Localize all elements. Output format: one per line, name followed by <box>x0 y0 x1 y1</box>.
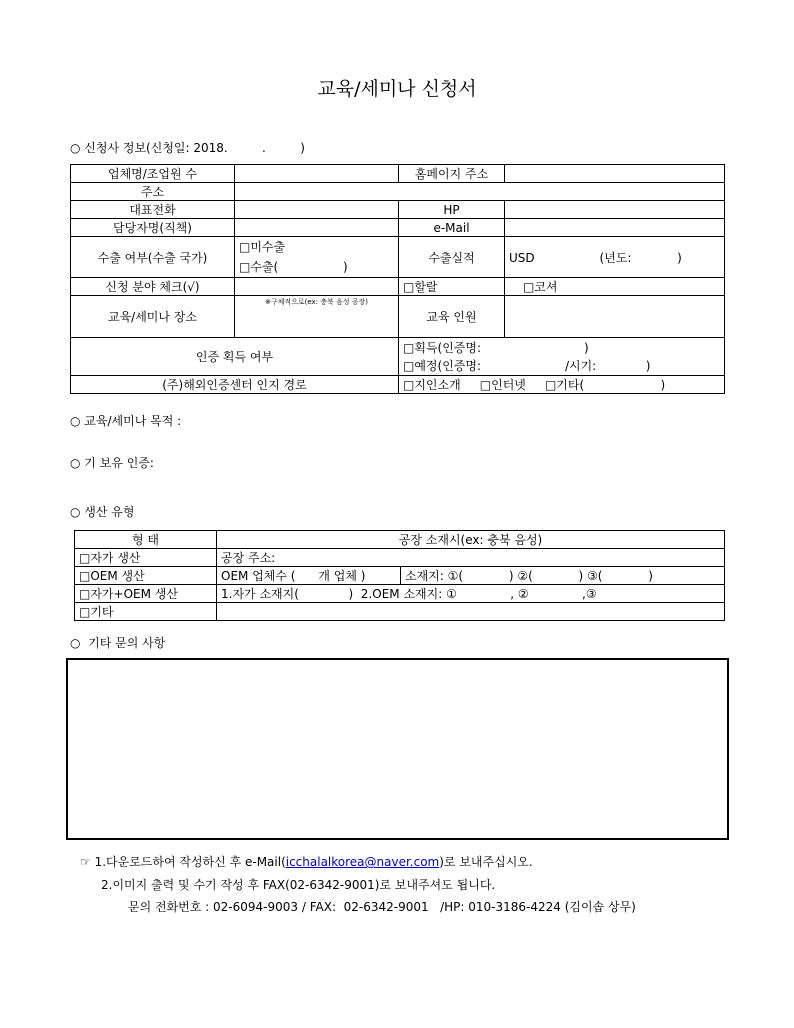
own-production-checkbox[interactable]: □자가 생산 <box>75 549 217 567</box>
personnel-label: 교육 인원 <box>399 296 505 338</box>
email-field[interactable] <box>505 219 725 237</box>
applicant-info-table <box>70 164 725 394</box>
section-production-type: ○ 생산 유형 <box>70 505 135 519</box>
phone-field[interactable] <box>235 201 399 219</box>
company-label: 업체명/조업원 수 <box>71 165 235 183</box>
oem-count-field[interactable]: OEM 업체수 ( 개 업체 ) <box>217 567 401 585</box>
section-certifications: ○ 기 보유 인증: <box>70 456 154 470</box>
oem-production-checkbox[interactable]: □OEM 생산 <box>75 567 217 585</box>
mixed-detail-field[interactable]: 1.자가 소재지( ) 2.OEM 소재지: ① , ② ,③ <box>217 585 725 603</box>
field-check-label: 신청 분야 체크(√) <box>71 278 235 296</box>
section-applicant-info: ○ 신청사 정보(신청일: 2018. . ) <box>70 141 305 155</box>
note-line-1 <box>80 853 533 870</box>
company-field[interactable] <box>235 165 399 183</box>
oem-location-field[interactable]: 소재지: ①( ) ②( ) ③( ) <box>401 567 725 585</box>
halal-checkbox[interactable]: □할랄 <box>399 278 505 296</box>
phone-label: 대표전화 <box>71 201 235 219</box>
export-performance-label: 수출실적 <box>399 237 505 278</box>
export-options <box>235 237 399 278</box>
email-label: e-Mail <box>399 219 505 237</box>
type-header: 형 태 <box>75 531 217 549</box>
cert-status-options <box>399 338 725 376</box>
place-field[interactable]: ※구체적으로(ex: 충북 음성 공장) <box>235 296 399 338</box>
homepage-field[interactable] <box>505 165 725 183</box>
homepage-label: 홈페이지 주소 <box>399 165 505 183</box>
no-export-checkbox[interactable]: □미수출 <box>239 240 286 254</box>
manager-field[interactable] <box>235 219 399 237</box>
note-line-2: 2.이미지 출력 및 수기 작성 후 FAX(02-6342-9001)로 보내주셔도 됩니다. <box>101 878 496 892</box>
email-link[interactable]: icchalalkorea@naver.com <box>285 855 440 869</box>
inquiry-textarea[interactable] <box>66 658 729 840</box>
cert-status-label: 인증 획득 여부 <box>71 338 399 376</box>
address-label: 주소 <box>71 183 235 201</box>
hp-field[interactable] <box>505 201 725 219</box>
hp-label: HP <box>399 201 505 219</box>
planned-checkbox[interactable]: □예정(인증명: /시기: ) <box>403 358 651 373</box>
personnel-field[interactable] <box>505 296 725 338</box>
note-line-1-prefix: ☞ 1.다운로드하여 작성하신 후 e-Mail( <box>80 855 286 869</box>
kosher-checkbox[interactable]: □코셔 <box>505 278 725 296</box>
export-label: 수출 여부(수출 국가) <box>71 237 235 278</box>
other-production-checkbox[interactable]: □기타 <box>75 603 217 621</box>
export-checkbox[interactable]: □수출( ) <box>239 260 348 274</box>
form-title: 교육/세미나 신청서 <box>317 78 477 100</box>
manager-label: 담당자명(직책) <box>71 219 235 237</box>
acquired-checkbox[interactable]: □획득(인증명: ) <box>403 340 589 355</box>
place-label: 교육/세미나 장소 <box>71 296 235 338</box>
factory-header: 공장 소재시(ex: 충북 음성) <box>217 531 725 549</box>
address-field[interactable] <box>235 183 725 201</box>
section-other-inquiries: ○ 기타 문의 사항 <box>70 636 166 650</box>
section-purpose: ○ 교육/세미나 목적 : <box>70 414 182 428</box>
mixed-production-checkbox[interactable]: □자가+OEM 생산 <box>75 585 217 603</box>
other-production-field[interactable] <box>217 603 725 621</box>
contact-info: 문의 전화번호 : 02-6094-9003 / FAX: 02-6342-9001 /HP: 010-3186-4224 (김이솝 상무) <box>128 900 636 914</box>
note-line-1-suffix: )로 보내주십시오. <box>439 855 533 869</box>
path-label: (주)해외인증센터 인지 경로 <box>71 376 399 394</box>
usd-field[interactable]: USD (년도: ) <box>505 237 725 278</box>
field-check-empty <box>235 278 399 296</box>
production-type-table <box>74 530 725 621</box>
path-options[interactable]: □지인소개 □인터넷 □기타( ) <box>399 376 725 394</box>
factory-address-field[interactable]: 공장 주소: <box>217 549 725 567</box>
